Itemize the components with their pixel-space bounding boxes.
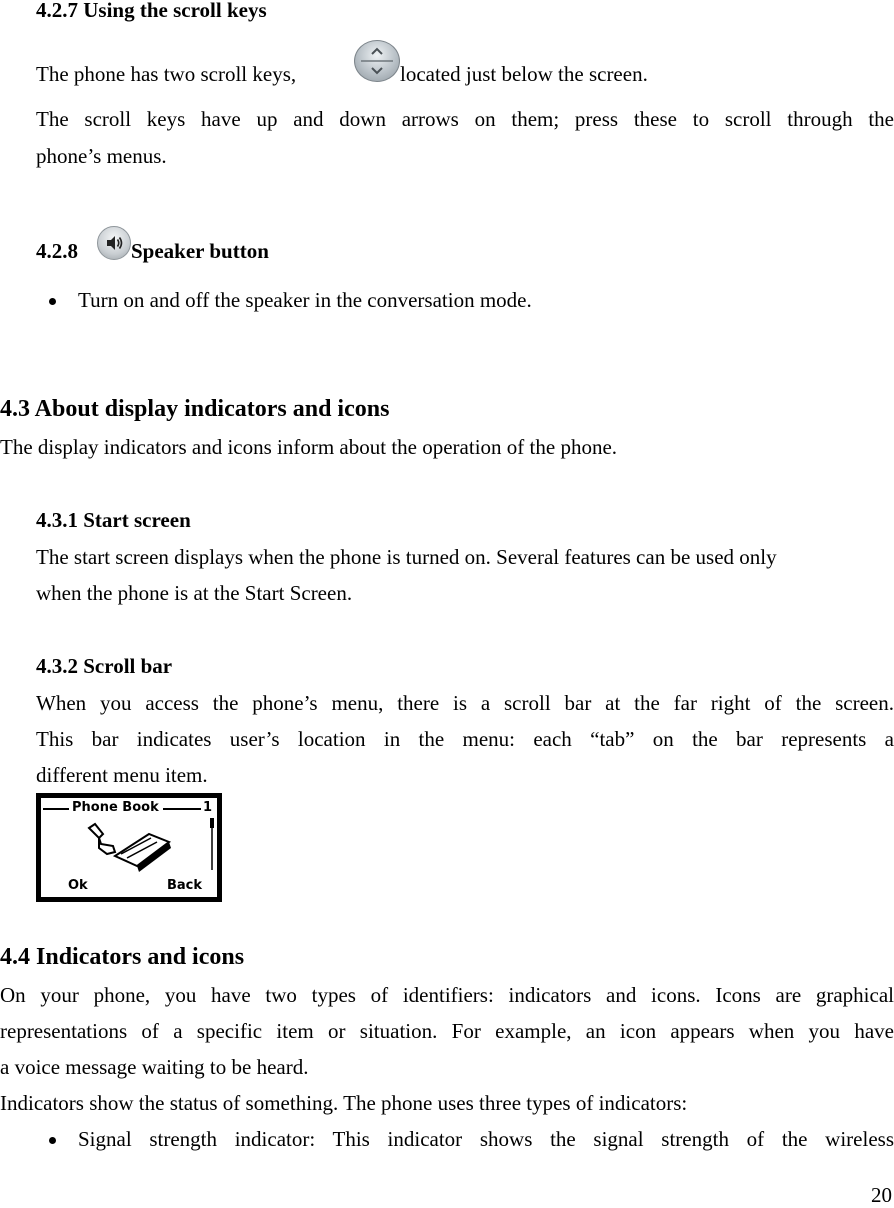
indicators-line3: a voice message waiting to be heard. <box>0 1055 309 1079</box>
signal-strength-bullet-text: Signal strength indicator: This indicator shows the signal strength of the wireless <box>78 1127 894 1151</box>
section-4-3-heading: 4.3 About display indicators and icons <box>0 396 390 422</box>
scroll-bar-line1: When you access the phone’s menu, there is a scroll bar at the far right of the screen. <box>36 691 894 715</box>
scroll-keys-paragraph-line2: phone’s menus. <box>36 144 167 168</box>
indicators-line4: Indicators show the status of something. The phone uses three types of indicators: <box>0 1091 688 1115</box>
section-4-2-8-heading: Speaker button <box>131 239 269 263</box>
lcd-title: Phone Book <box>72 800 159 815</box>
scroll-bar-line3: different menu item. <box>36 763 208 787</box>
scroll-keys-paragraph-line1: The scroll keys have up and down arrows on them; press these to scroll through the <box>36 107 894 131</box>
bullet-dot <box>49 298 56 305</box>
section-4-2-8-number: 4.2.8 <box>36 239 78 263</box>
indicators-line2: representations of a specific item or situation. For example, an icon appears when you have <box>0 1019 894 1043</box>
phone-screen-illustration <box>36 793 222 902</box>
scroll-keys-icon <box>354 40 400 82</box>
section-4-3-2-heading: 4.3.2 Scroll bar <box>36 654 173 678</box>
scroll-keys-text-pre: The phone has two scroll keys, <box>36 62 297 86</box>
section-4-4-heading: 4.4 Indicators and icons <box>0 944 245 970</box>
page-number: 20 <box>871 1183 892 1207</box>
bullet-dot <box>49 1137 56 1144</box>
section-4-2-7-heading: 4.2.7 Using the scroll keys <box>36 0 267 22</box>
lcd-index: 1 <box>203 800 213 815</box>
section-4-3-intro: The display indicators and icons inform about the operation of the phone. <box>0 435 618 459</box>
section-4-3-1-heading: 4.3.1 Start screen <box>36 508 191 532</box>
soft-key-ok: Ok <box>68 878 88 893</box>
speaker-icon <box>97 226 131 260</box>
speaker-bullet-text: Turn on and off the speaker in the conversation mode. <box>78 288 532 312</box>
scroll-keys-text-post: located just below the screen. <box>400 62 648 86</box>
start-screen-line1: The start screen displays when the phone is turned on. Several features can be used only <box>36 545 777 569</box>
indicators-line1: On your phone, you have two types of identifiers: indicators and icons. Icons are graphical <box>0 983 894 1007</box>
start-screen-line2: when the phone is at the Start Screen. <box>36 581 353 605</box>
soft-key-back: Back <box>167 878 203 893</box>
scroll-bar-line2: This bar indicates user’s location in the menu: each “tab” on the bar represents a <box>36 727 894 751</box>
